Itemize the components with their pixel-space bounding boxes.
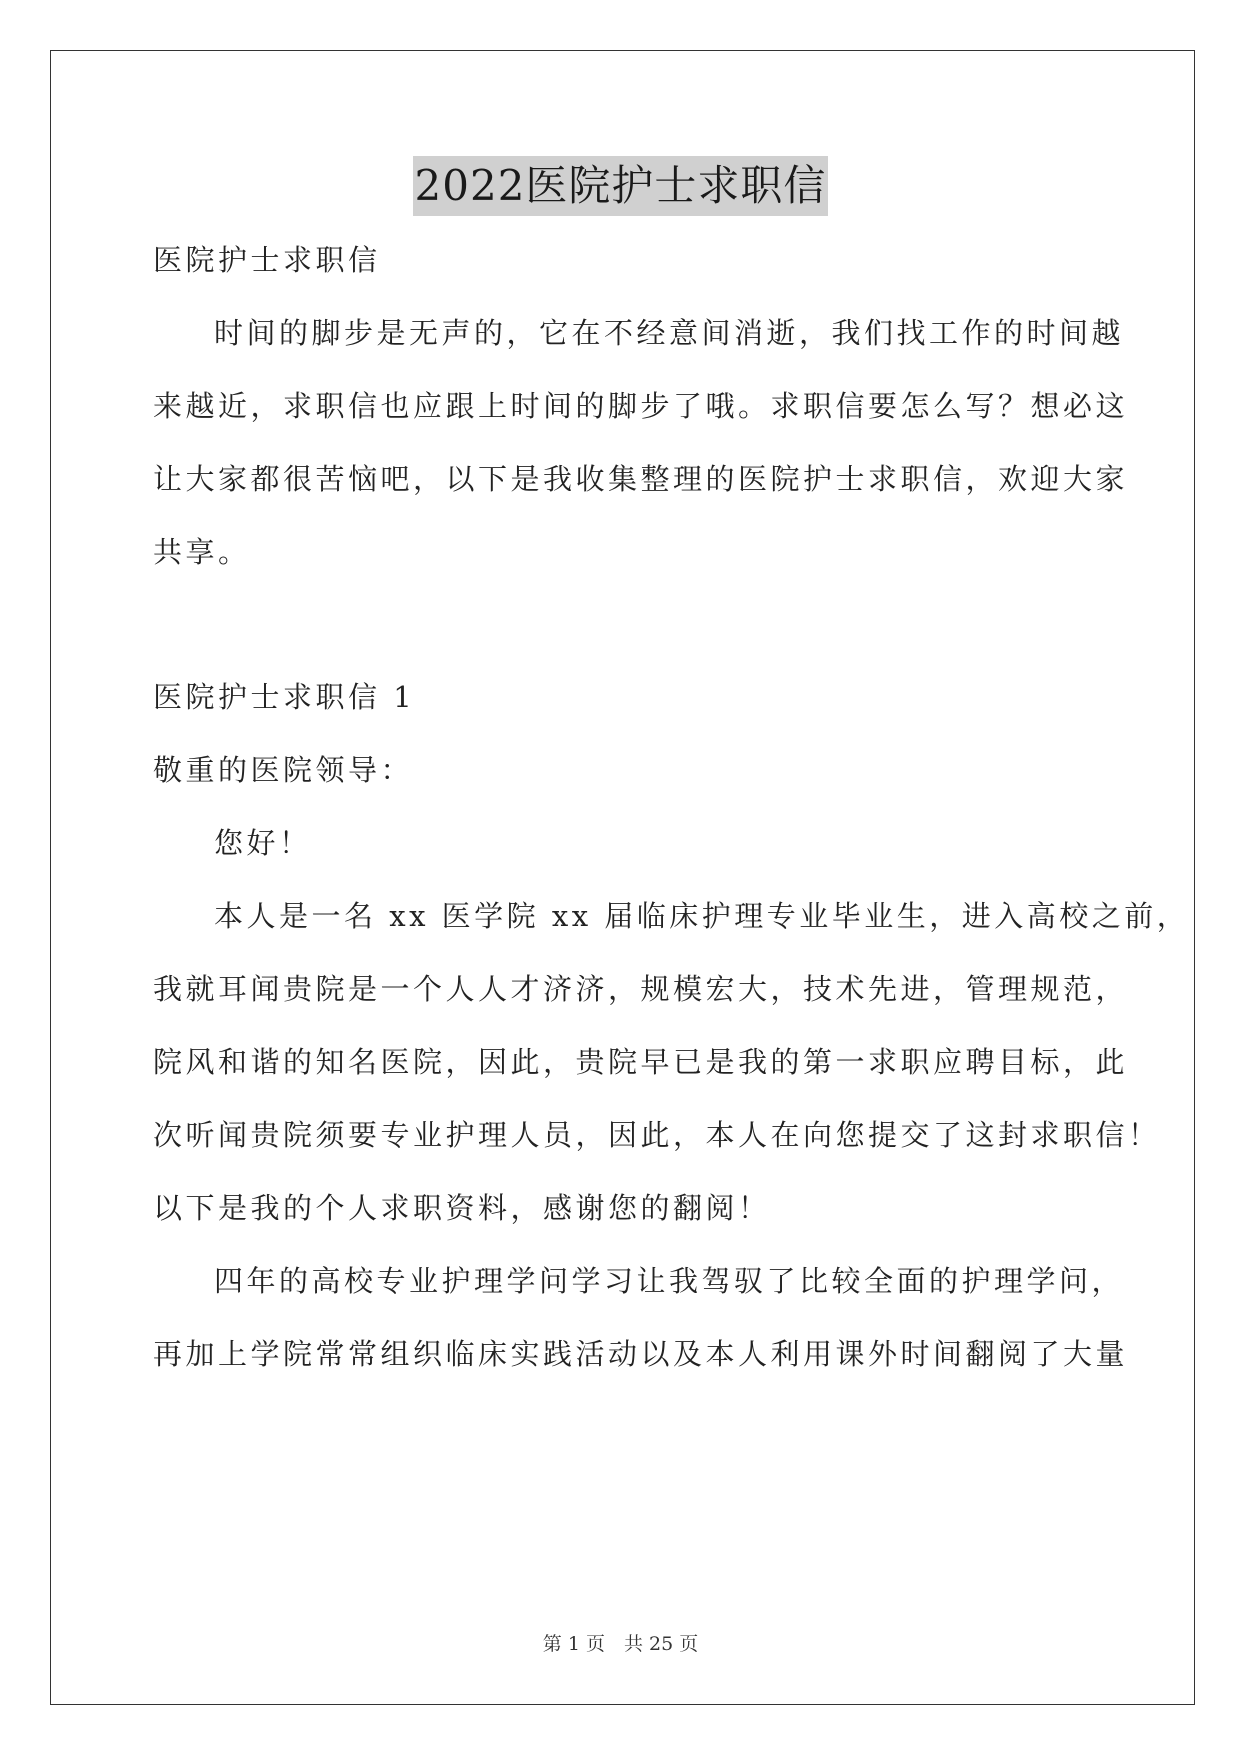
body-line: 共享。 <box>153 535 251 569</box>
page-border <box>50 50 1195 1705</box>
document-title: 2022医院护士求职信 <box>413 156 829 216</box>
salutation: 敬重的医院领导： <box>153 753 414 787</box>
body-line: 我就耳闻贵院是一个人人才济济，规模宏大，技术先进，管理规范， <box>153 972 1129 1006</box>
subtitle-line: 医院护士求职信 <box>153 243 381 277</box>
body-line: 本人是一名 xx 医学院 xx 届临床护理专业毕业生，进入高校之前， <box>214 899 1190 933</box>
body-line: 时间的脚步是无声的，它在不经意间消逝，我们找工作的时间越 <box>214 316 1125 350</box>
body-line: 四年的高校专业护理学问学习让我驾驭了比较全面的护理学问， <box>214 1264 1125 1298</box>
body-line: 以下是我的个人求职资料，感谢您的翻阅！ <box>153 1191 771 1225</box>
body-line: 次听闻贵院须要专业护理人员，因此，本人在向您提交了这封求职信！ <box>153 1118 1161 1152</box>
title-wrap <box>0 156 1241 216</box>
body-line: 让大家都很苦恼吧，以下是我收集整理的医院护士求职信，欢迎大家 <box>153 462 1129 496</box>
page-footer: 第 1 页 共 25 页 <box>542 1633 699 1655</box>
body-line: 再加上学院常常组织临床实践活动以及本人利用课外时间翻阅了大量 <box>153 1337 1129 1371</box>
greeting: 您好！ <box>214 826 312 860</box>
body-line: 院风和谐的知名医院，因此，贵院早已是我的第一求职应聘目标，此 <box>153 1045 1129 1079</box>
section-heading: 医院护士求职信 1 <box>153 680 416 714</box>
body-line: 来越近，求职信也应跟上时间的脚步了哦。求职信要怎么写？想必这 <box>153 389 1129 423</box>
